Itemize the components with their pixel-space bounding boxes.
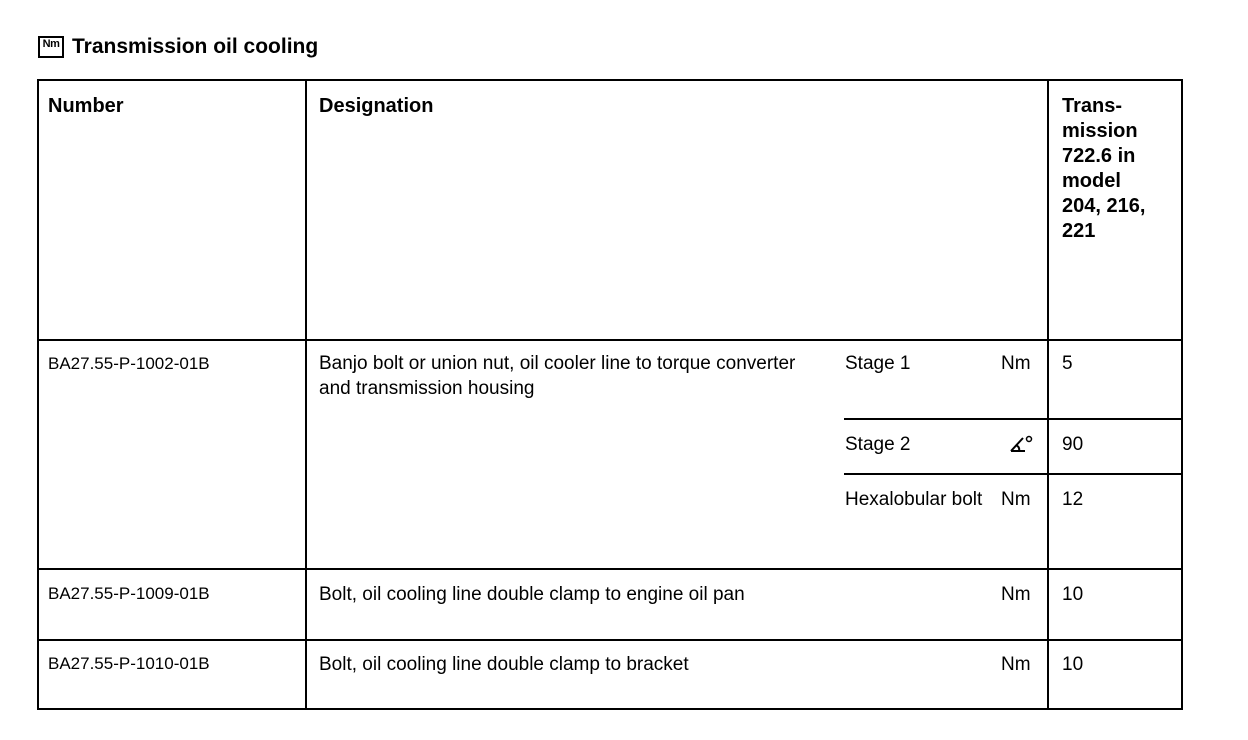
torque-value: 10 [1062,654,1084,675]
stage-label: Hexalobular bolt [845,489,983,510]
unit-nm: Nm [1001,353,1031,374]
torque-table [37,79,1183,710]
row-divider [39,339,1181,341]
unit-nm: Nm [1001,654,1031,675]
row-number: BA27.55-P-1002-01B [48,354,210,373]
unit-nm: Nm [1001,584,1031,605]
header-designation: Designation [319,95,434,117]
section-title [38,33,318,61]
stage-divider [844,418,1181,420]
torque-value: 12 [1062,489,1084,510]
stage-label: Stage 2 [845,434,911,455]
stage-label: Stage 1 [845,353,911,374]
column-divider [1047,81,1049,708]
unit-nm: Nm [1001,489,1031,510]
row-designation: Banjo bolt or union nut, oil cooler line to torque converter and transmission housing [319,353,796,399]
column-divider [305,81,307,708]
nm-torque-icon: Nm [38,36,64,58]
angle-degree-icon [1007,433,1035,455]
row-number: BA27.55-P-1010-01B [48,654,210,673]
row-designation: Bolt, oil cooling line double clamp to engine oil pan [319,584,745,605]
row-number: BA27.55-P-1009-01B [48,584,210,603]
header-transmission: Trans- mission 722.6 in model 204, 216, 221 [1062,95,1146,242]
row-designation: Bolt, oil cooling line double clamp to bracket [319,654,689,675]
torque-value: 5 [1062,353,1073,374]
torque-value: 90 [1062,434,1084,455]
row-divider [39,568,1181,570]
torque-value: 10 [1062,584,1084,605]
header-number: Number [48,95,124,117]
stage-divider [844,473,1181,475]
row-divider [39,639,1181,641]
page-title: Transmission oil cooling [72,35,319,58]
